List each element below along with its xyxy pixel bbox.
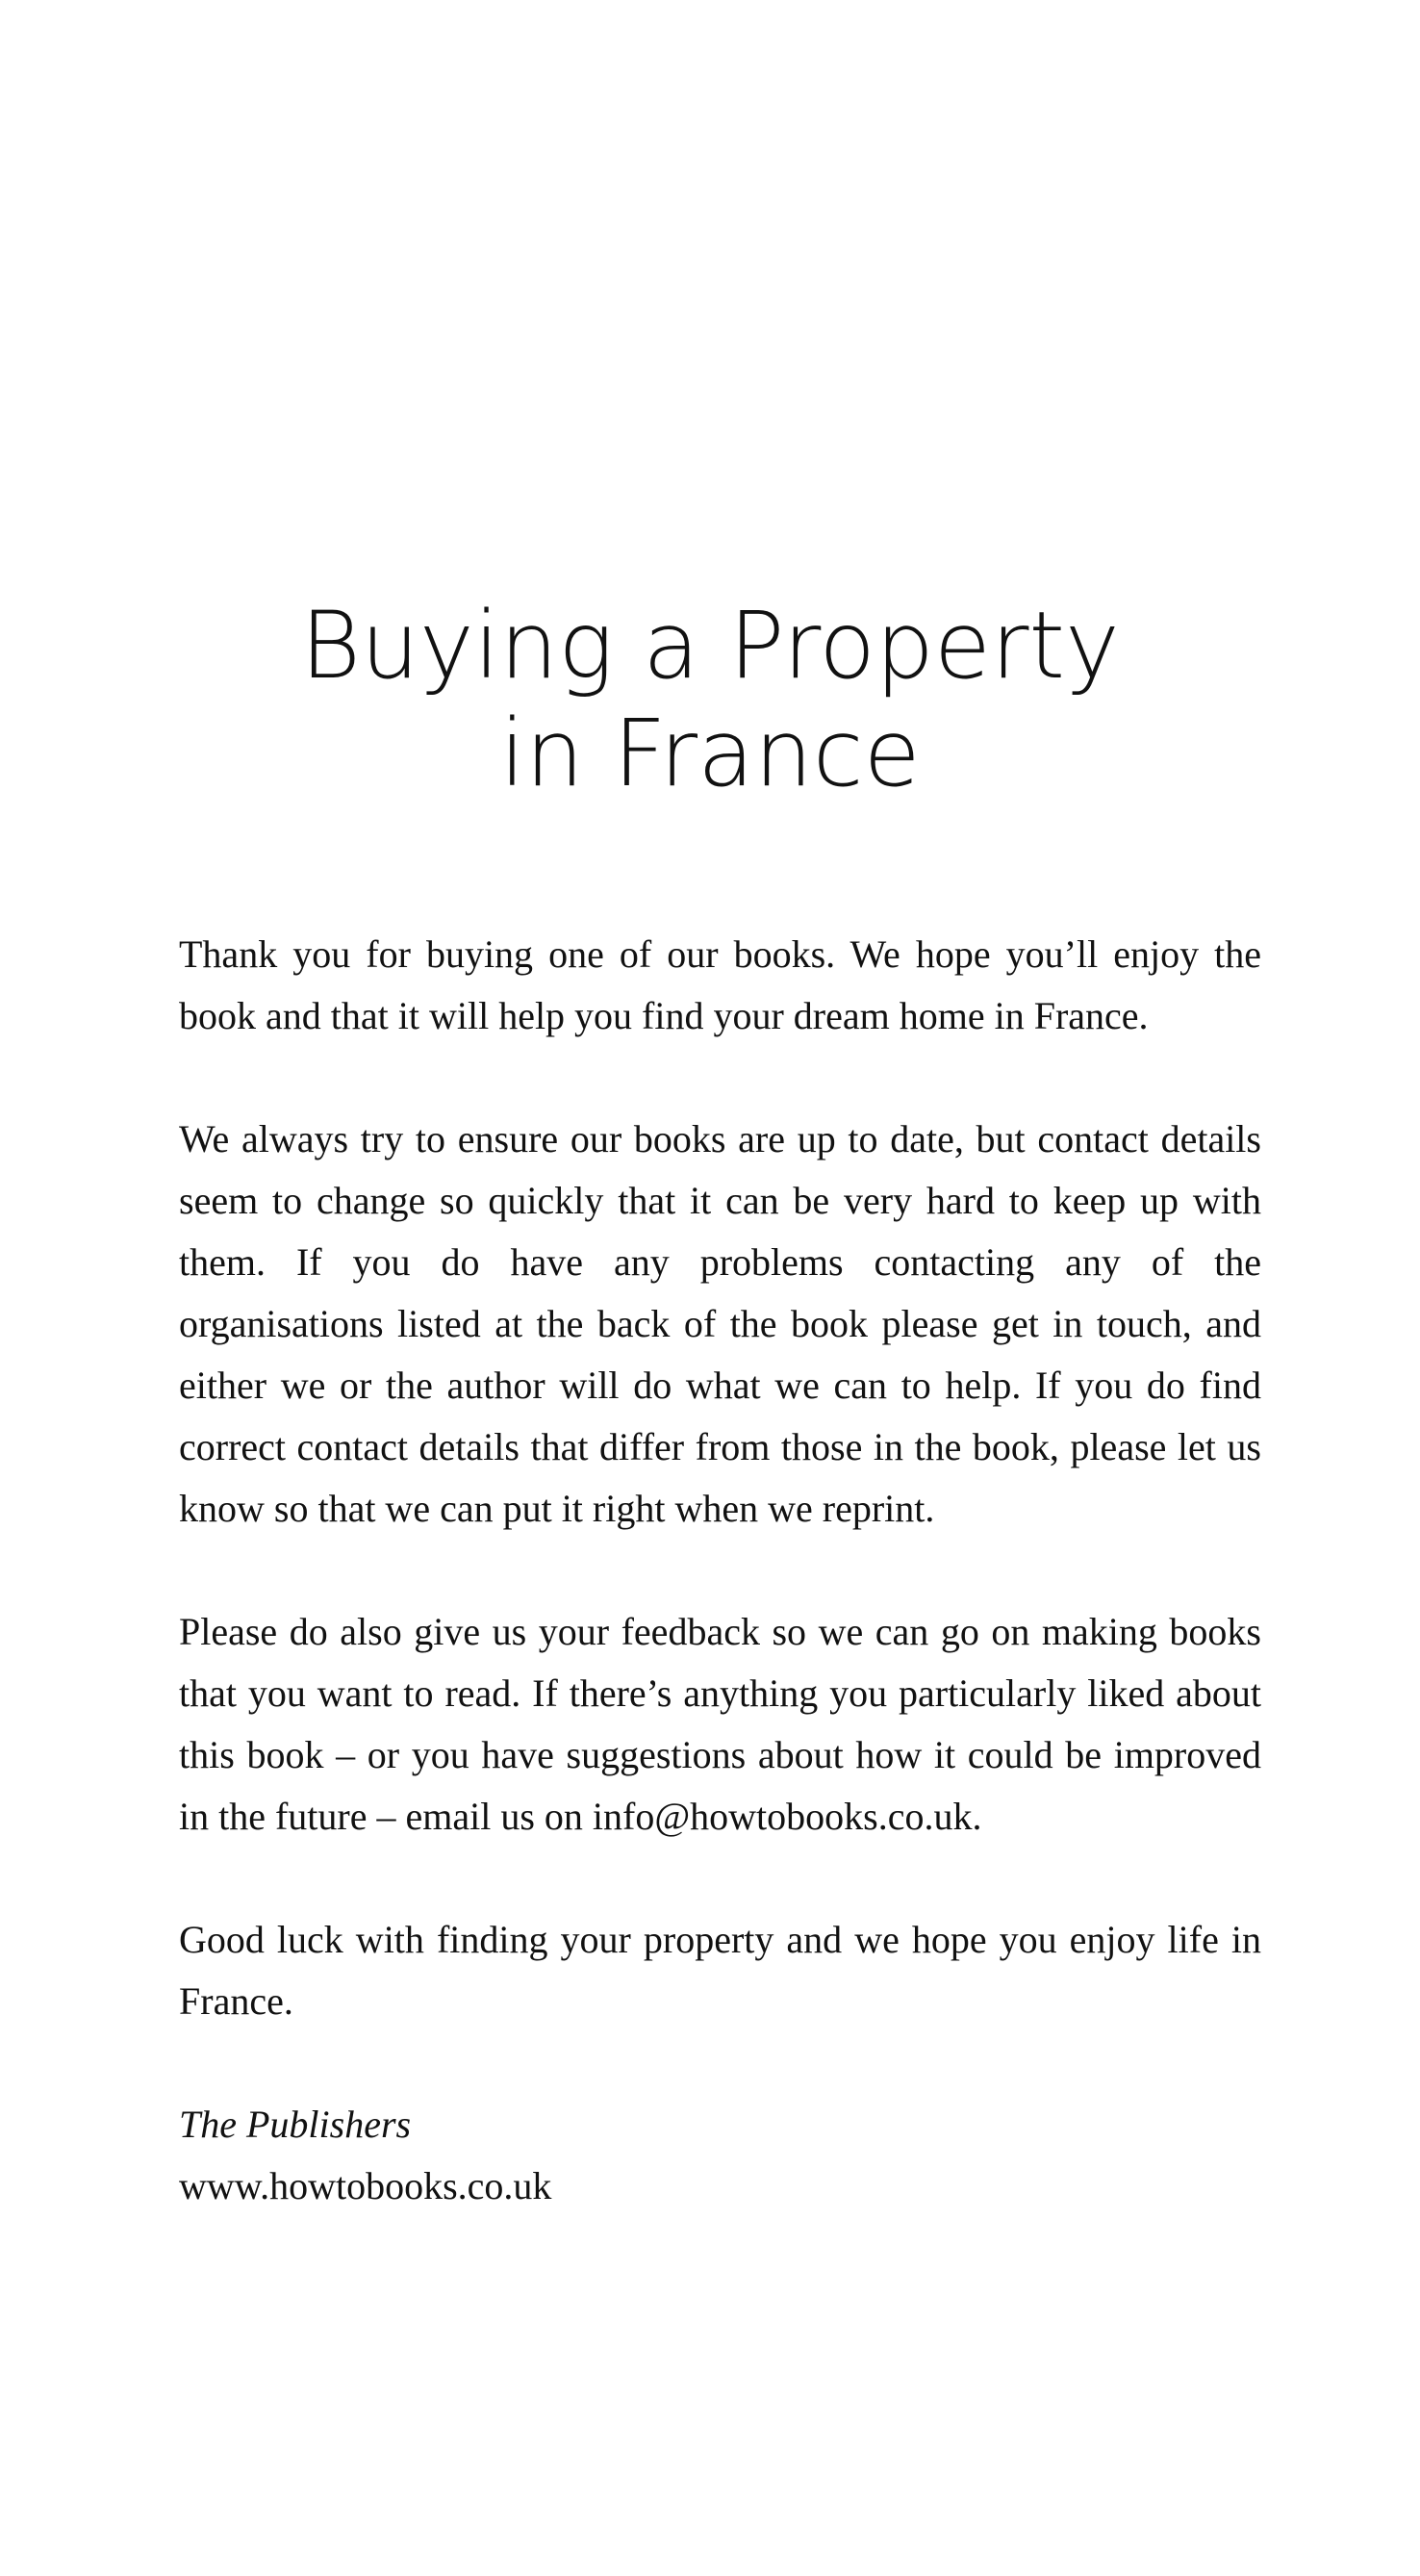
page-title <box>0 592 1420 807</box>
body-text <box>179 924 1261 2217</box>
paragraph-good-luck: Good luck with finding your property and we hope you enjoy life in France. <box>179 1918 1261 2023</box>
signoff <box>179 2094 1261 2217</box>
paragraph-thank-you: Thank you for buying one of our books. We hope you’ll enjoy the book and that it will help you find your dream home in France. <box>179 932 1261 1037</box>
paragraph-contact-details: We always try to ensure our books are up to date, but contact details seem to change so quickly that it can be very hard to keep up with them. If you do have any problems contacting any of the organisations listed at the back of the book please get in touch, and either we or the author will do what we can to help. If you do find correct contact details that differ from those in the book, please let us know so that we can put it right when we reprint. <box>179 1117 1261 1530</box>
paragraph-feedback: Please do also give us your feedback so we can go on making books that you want to read. If there’s anything you particularly liked about this book – or you have suggestions about how it could be improved in the future – email us on info@howtobooks.co.uk. <box>179 1610 1261 1838</box>
publisher-signature: The Publishers <box>179 2103 412 2146</box>
publisher-website: www.howtobooks.co.uk <box>179 2164 552 2207</box>
title-line-1: Buying a Property <box>300 592 1120 700</box>
title-line-2: in France <box>499 700 921 807</box>
